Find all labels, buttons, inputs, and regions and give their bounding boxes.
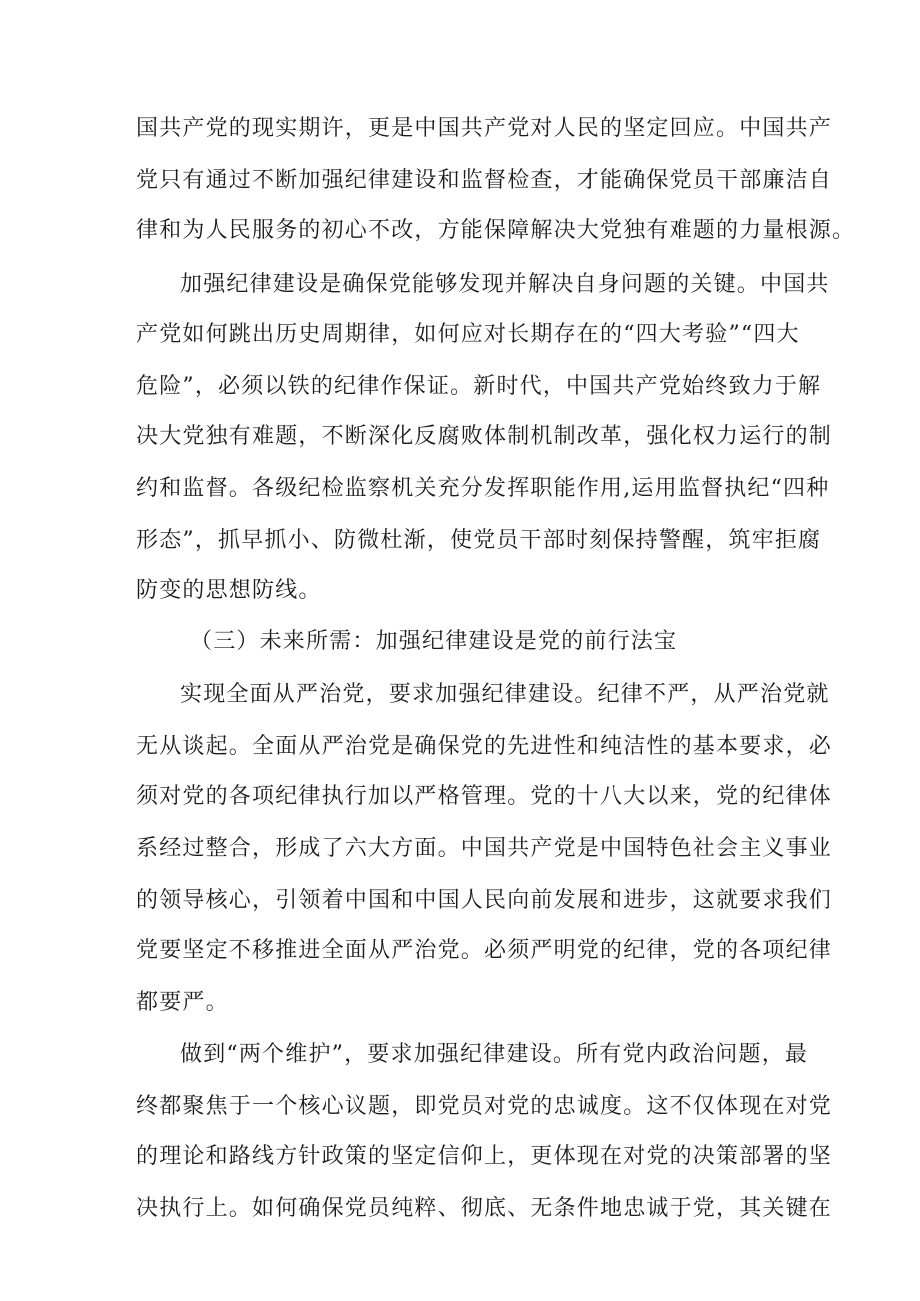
text-line: 党要坚定不移推进全面从严治党。必须严明党的纪律，党的各项纪律 [136,938,833,963]
text-line: 终都聚焦于一个核心议题，即党员对党的忠诚度。这不仅体现在对党 [136,1094,833,1119]
paragraph-start-line: 实现全面从严治党，要求加强纪律建设。纪律不严，从严治党就 [180,682,830,707]
text-line: 须对党的各项纪律执行加以严格管理。党的十八大以来，党的纪律体 [136,784,833,809]
text-line: 防变的思想防线。 [136,578,322,603]
text-line: 形态”，抓早抓小、防微杜渐，使党员干部时刻保持警醒，筑牢拒腐 [136,528,822,553]
text-line: 都要严。 [136,990,229,1015]
text-line: 国共产党的现实期许，更是中国共产党对人民的坚定回应。中国共产 [136,116,833,141]
text-line: 的领导核心，引领着中国和中国人民向前发展和进步，这就要求我们 [136,888,833,913]
text-line: 危险”，必须以铁的纪律作保证。新时代，中国共产党始终致力于解 [136,374,822,399]
text-line: 约和监督。各级纪检监察机关充分发挥职能作用,运用监督执纪“四种 [136,476,830,501]
text-line: 产党如何跳出历史周期律，如何应对长期存在的“四大考验”“四大 [136,322,800,347]
text-line: 系经过整合，形成了六大方面。中国共产党是中国特色社会主义事业 [136,836,833,861]
paragraph-start-line: 做到“两个维护”，要求加强纪律建设。所有党内政治问题，最 [180,1042,809,1067]
paragraph-start-line: 加强纪律建设是确保党能够发现并解决自身问题的关键。中国共 [180,272,830,297]
text-line: 决大党独有难题，不断深化反腐败体制机制改革，强化权力运行的制 [136,424,833,449]
text-line: 无从谈起。全面从严治党是确保党的先进性和纯洁性的基本要求，必 [136,734,833,759]
text-line: 党只有通过不断加强纪律建设和监督检查，才能确保党员干部廉洁自 [136,168,833,193]
text-line: 的理论和路线方针政策的坚定信仰上，更体现在对党的决策部署的坚 [136,1144,833,1169]
text-line: 律和为人民服务的初心不改，方能保障解决大党独有难题的力量根源。 [136,218,856,243]
section-heading: （三）未来所需：加强纪律建设是党的前行法宝 [190,629,678,654]
text-line: 决执行上。如何确保党员纯粹、彻底、无条件地忠诚于党，其关键在 [136,1196,833,1221]
